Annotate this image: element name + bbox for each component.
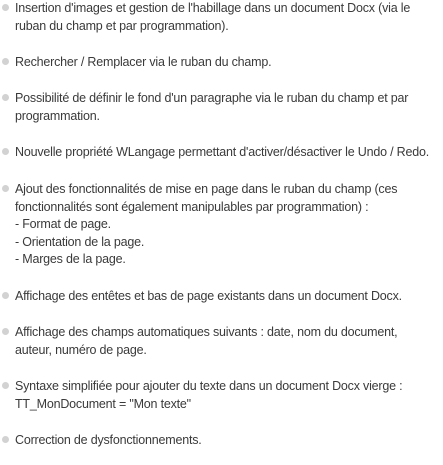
bullet-icon [2,292,9,299]
list-item-line: fonctionnalités sont également manipulables par programmation) : [15,199,369,214]
list-item-line: Rechercher / Remplacer via le ruban du champ. [15,55,272,69]
list-item-text [15,54,441,72]
list-item-text [15,90,441,125]
list-item-line: TT_MonDocument = "Mon texte" [15,396,191,411]
list-item-text [15,181,441,269]
list-item-line: ruban du champ et par programmation). [15,18,229,33]
list-item-line: Nouvelle propriété WLangage permettant d'activer/désactiver le Undo / Redo. [15,145,430,159]
list-item-line: auteur, numéro de page. [15,342,147,357]
bullet-icon [2,185,9,192]
list-item-line: Correction de dysfonctionnements. [15,433,202,447]
list-item-text [15,324,441,359]
list-item-line: Possibilité de définir le fond d'un paragraphe via le ruban du champ et par [15,91,409,105]
bullet-icon [2,328,9,335]
list-item-line: Affichage des entêtes et bas de page existants dans un document Docx. [15,289,402,303]
list-item-line: - Marges de la page. [15,252,126,266]
bullet-icon [2,148,9,155]
list-item-line: Affichage des champs automatiques suivants : date, nom du document, [15,325,398,339]
list-item-line: Ajout des fonctionnalités de mise en page dans le ruban du champ (ces [15,182,398,196]
bullet-icon [2,4,9,11]
bullet-icon [2,58,9,65]
bullet-icon [2,94,9,101]
bullet-icon [2,436,9,443]
list-item-text [15,0,441,35]
list-item-text [15,288,441,306]
list-item-text [15,144,441,162]
list-item-line: Insertion d'images et gestion de l'habillage dans un document Docx (via le [15,1,411,15]
list-item-text [15,378,441,413]
list-item-line: - Orientation de la page. [15,234,145,249]
list-item-line: programmation. [15,108,100,123]
list-item-text [15,432,441,450]
bullet-icon [2,382,9,389]
list-item-line: - Format de page. [15,217,111,231]
list-item-line: Syntaxe simplifiée pour ajouter du texte dans un document Docx vierge : [15,379,403,393]
